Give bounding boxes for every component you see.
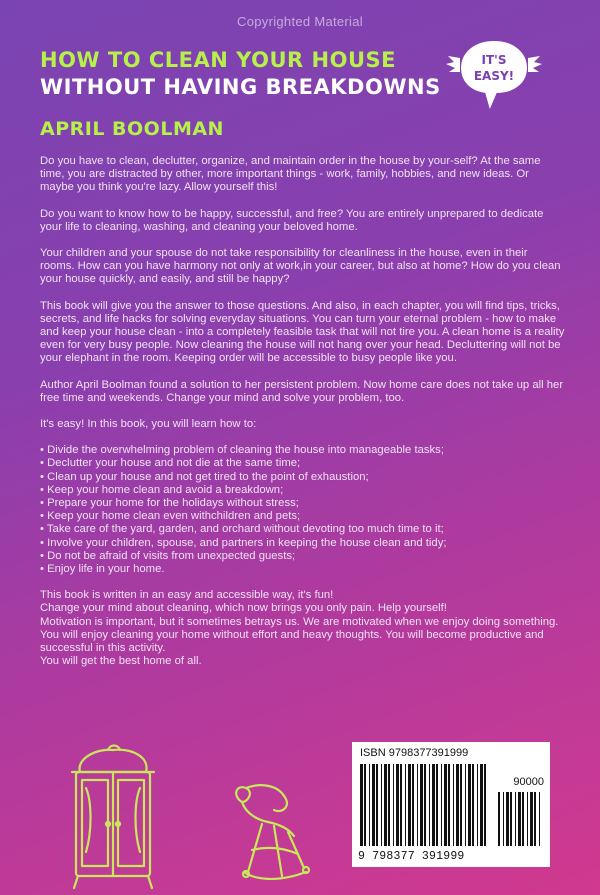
barcode-bar [530, 792, 533, 846]
barcode-bar [364, 764, 366, 846]
learn-list [40, 444, 565, 576]
winged-speech-bubble-icon [446, 36, 542, 116]
barcode-bar [396, 764, 399, 846]
closing-line: Change your mind about cleaning, which now brings you only pain. Help yourself! [40, 602, 447, 615]
list-item: • Involve your children, spouse, and partners in keeping the house clean and tidy; [40, 537, 565, 550]
price-code: 90000 [513, 776, 544, 788]
chair-doodle-icon [222, 780, 322, 890]
paragraph: Do you want to know how to be happy, successful, and free? You are entirely unprepared to dedicate your life to cleaning, washing, and cleaning your beloved home. [40, 207, 544, 233]
barcode-bar [503, 792, 504, 846]
barcode-bar [384, 764, 387, 846]
barcode-bar [468, 764, 471, 846]
barcode-bar [506, 792, 509, 846]
barcode-bar [460, 764, 462, 846]
barcode-bar [498, 792, 500, 846]
barcode-bar [472, 764, 474, 846]
barcode-bar [412, 764, 414, 846]
list-item: • Do not be afraid of visits from unexpected guests; [40, 550, 565, 563]
barcode-bar [527, 792, 528, 846]
barcode-bar [453, 764, 454, 846]
barcode-bar [456, 764, 459, 846]
list-item: • Prepare your home for the holidays without stress; [40, 497, 565, 510]
list-item: • Take care of the yard, garden, and orchard without devoting too much time to it; [40, 523, 565, 536]
barcode-bar [441, 764, 442, 846]
barcode-bar [465, 764, 466, 846]
barcode-bar [436, 764, 438, 846]
barcode-bar [360, 764, 363, 846]
paragraph: Your children and your spouse do not take responsibility for cleanliness in the house, even in their rooms. How can you have harmony not only at work,in your career, but also at home? How do you clean your house quickly, and easily, and still be happy? [40, 247, 561, 286]
barcode-bar [539, 792, 540, 846]
list-item: • Divide the overwhelming problem of cleaning the house into manageable tasks; [40, 444, 565, 457]
isbn-label: ISBN 9798377391999 [360, 747, 469, 759]
barcode-bar [480, 764, 483, 846]
barcode-bar [484, 764, 486, 846]
barcode-bar [376, 764, 378, 846]
description [40, 155, 565, 669]
barcode-bar [420, 764, 423, 846]
barcode-bar [417, 764, 418, 846]
list-item: • Declutter your house and not die at the same time; [40, 457, 565, 470]
closing-line: Motivation is important, but it sometimes betrays us. We are motivated when we enjoy doing something. You will enjoy cleaning your home without effort and heavy thoughts. You will become productive and successful in this activity. [40, 615, 559, 655]
barcode-bar [534, 792, 536, 846]
list-item: • Enjoy life in your home. [40, 563, 565, 576]
barcode-bar [405, 764, 406, 846]
wardrobe-doodle-icon [58, 742, 168, 892]
barcode-bar [424, 764, 426, 846]
paragraph: It's easy! In this book, you will learn how to: [40, 418, 257, 431]
barcode-digits: 9 798377 391999 [358, 850, 465, 863]
barcode-bar [429, 764, 430, 846]
closing-line: You will get the best home of all. [40, 655, 202, 668]
copyright-watermark: Copyrighted Material [237, 14, 363, 29]
barcode-bars [360, 764, 490, 846]
barcode-bar [444, 764, 447, 846]
barcode-bar [518, 792, 521, 846]
paragraph: Do you have to clean, declutter, organize, and maintain order in the house by your-self? At the same time, you are distracted by other, more important things - work, family, hobbies, and new ideas. Or maybe you think you're lazy. Allow yourself this! [40, 155, 541, 194]
badge-line-2: EASY! [473, 69, 515, 83]
barcode-bar [522, 792, 524, 846]
author-name: APRIL BOOLMAN [40, 118, 224, 140]
price-barcode-bars [498, 792, 542, 846]
barcode-bar [515, 792, 516, 846]
list-item: • Keep your home clean even withchildren and pets; [40, 510, 565, 523]
paragraph: This book will give you the answer to those questions. And also, in each chapter, you will find tips, tricks, secrets, and life hacks for solving everyday situations. You can turn your eternal problem - how to make and keep your house clean - into a completely feasible task that will not tire you. A clean home is a reality even for very busy people. Now cleaning the house will not hang over your head. Decluttering will not be your elephant in the room. Keeping order will be accessible to busy people like you. [40, 299, 565, 365]
barcode-bar [432, 764, 435, 846]
badge-line-1: IT'S [481, 53, 507, 67]
barcode-bar [369, 764, 370, 846]
barcode-bar [388, 764, 390, 846]
barcode-bar [408, 764, 411, 846]
barcode-bar [393, 764, 394, 846]
title-line-2: WITHOUT HAVING BREAKDOWNS [40, 75, 441, 99]
paragraph: Author April Boolman found a solution to her persistent problem. Now home care does not take up all her free time and weekends. Change your mind and solve your problem, too. [40, 378, 564, 404]
list-item: • Keep your home clean and avoid a breakdown; [40, 484, 565, 497]
barcode-bar [381, 764, 382, 846]
barcode-bar [448, 764, 450, 846]
title-line-1: HOW TO CLEAN YOUR HOUSE [40, 48, 396, 72]
barcode-bar [372, 764, 375, 846]
isbn-barcode [352, 742, 550, 867]
barcode-bar [400, 764, 402, 846]
list-item: • Clean up your house and not get tired to the point of exhaustion; [40, 471, 565, 484]
closing-line: This book is written in an easy and accessible way, it's fun! [40, 589, 334, 602]
barcode-bar [477, 764, 478, 846]
barcode-bar [510, 792, 512, 846]
